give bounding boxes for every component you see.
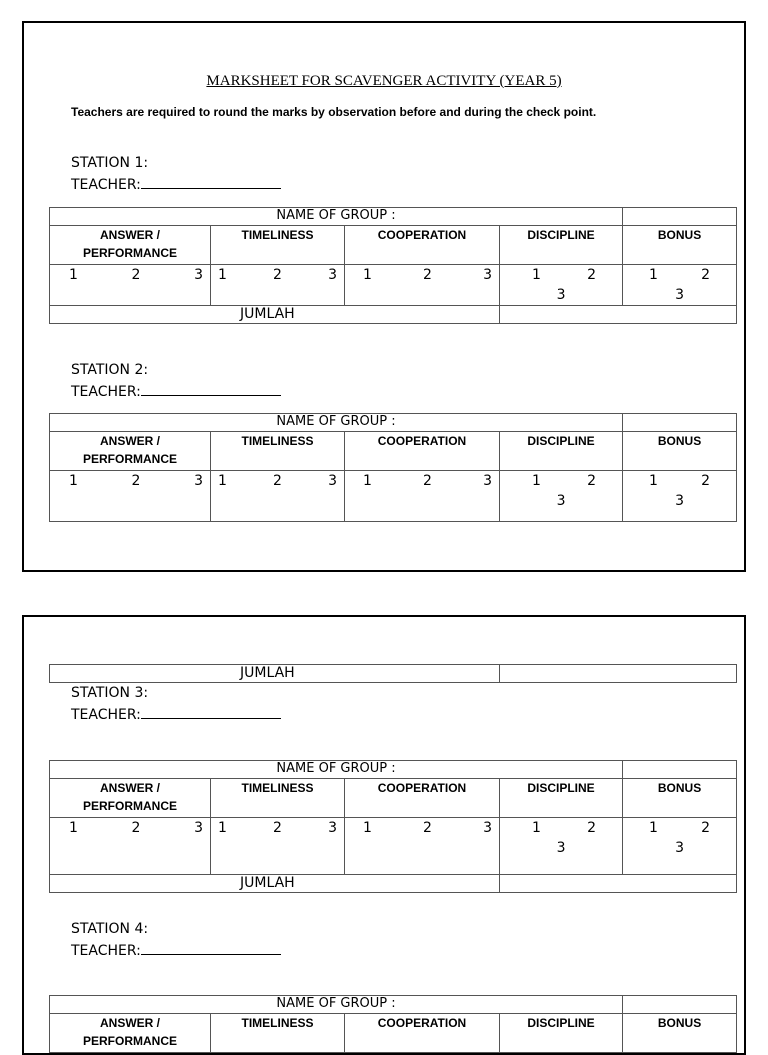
cooperation-marks: 1 2 3 [345, 818, 500, 875]
answer-marks: 1 2 3 [50, 818, 211, 875]
discipline-marks: 1 2 3 [500, 471, 623, 522]
column-header-cooperation: COOPERATION [345, 226, 500, 265]
marksheet-table-station-2 [49, 413, 737, 522]
column-header-bonus: BONUS [623, 432, 737, 471]
column-header-cooperation: COOPERATION [345, 432, 500, 471]
marksheet-table-station-1 [49, 207, 737, 324]
teacher-blank [141, 381, 281, 396]
bonus-marks: 1 2 3 [623, 265, 737, 306]
jumlah-row-carryover [49, 664, 737, 683]
timeliness-marks: 1 2 3 [211, 818, 345, 875]
teacher-label: TEACHER: [71, 384, 141, 400]
column-header-bonus: BONUS [623, 1014, 737, 1053]
column-header-timeliness: TIMELINESS [211, 226, 345, 265]
answer-marks: 1 2 3 [50, 471, 211, 522]
teacher-label: TEACHER: [71, 943, 141, 959]
page-1 [22, 21, 746, 572]
instruction-text: Teachers are required to round the marks by observation before and during the check point. [71, 105, 597, 119]
cooperation-marks: 1 2 3 [345, 265, 500, 306]
teacher-label: TEACHER: [71, 707, 141, 723]
column-header-bonus: BONUS [623, 226, 737, 265]
jumlah-total-blank [500, 875, 737, 893]
station-4-label: STATION 4: [71, 921, 149, 937]
column-header-cooperation: COOPERATION [345, 1014, 500, 1053]
column-header-discipline: DISCIPLINE [500, 432, 623, 471]
teacher-line [71, 704, 281, 726]
name-of-group-blank [623, 996, 737, 1014]
jumlah-label: JUMLAH [50, 665, 500, 683]
discipline-marks: 1 2 3 [500, 818, 623, 875]
jumlah-total-blank [500, 665, 737, 683]
answer-marks: 1 2 3 [50, 265, 211, 306]
marksheet-table-station-3 [49, 760, 737, 893]
teacher-line [71, 381, 281, 403]
jumlah-total-blank [500, 306, 737, 324]
column-header-discipline: DISCIPLINE [500, 226, 623, 265]
column-header-cooperation: COOPERATION [345, 779, 500, 818]
page-2 [22, 615, 746, 1055]
name-of-group-label: NAME OF GROUP : [50, 414, 623, 432]
marksheet-table-station-4 [49, 995, 737, 1053]
timeliness-marks: 1 2 3 [211, 265, 345, 306]
station-4-block [71, 919, 281, 962]
teacher-blank [141, 174, 281, 189]
name-of-group-label: NAME OF GROUP : [50, 761, 623, 779]
name-of-group-label: NAME OF GROUP : [50, 208, 623, 226]
cooperation-marks: 1 2 3 [345, 471, 500, 522]
name-of-group-label: NAME OF GROUP : [50, 996, 623, 1014]
column-header-answer: ANSWER / PERFORMANCE [50, 779, 211, 818]
column-header-bonus: BONUS [623, 779, 737, 818]
station-1-label: STATION 1: [71, 155, 149, 171]
discipline-marks: 1 2 3 [500, 265, 623, 306]
column-header-answer: ANSWER / PERFORMANCE [50, 432, 211, 471]
column-header-timeliness: TIMELINESS [211, 779, 345, 818]
column-header-answer: ANSWER / PERFORMANCE [50, 1014, 211, 1053]
jumlah-label: JUMLAH [50, 875, 500, 893]
jumlah-label: JUMLAH [50, 306, 500, 324]
column-header-timeliness: TIMELINESS [211, 432, 345, 471]
bonus-marks: 1 2 3 [623, 818, 737, 875]
station-3-label: STATION 3: [71, 685, 149, 701]
column-header-timeliness: TIMELINESS [211, 1014, 345, 1053]
name-of-group-blank [623, 414, 737, 432]
teacher-blank [141, 704, 281, 719]
bonus-marks: 1 2 3 [623, 471, 737, 522]
timeliness-marks: 1 2 3 [211, 471, 345, 522]
column-header-discipline: DISCIPLINE [500, 779, 623, 818]
name-of-group-blank [623, 761, 737, 779]
station-2-block [71, 360, 281, 403]
station-1-block [71, 153, 281, 196]
page-title: MARKSHEET FOR SCAVENGER ACTIVITY (YEAR 5) [206, 73, 562, 89]
teacher-line [71, 174, 281, 196]
station-3-block [71, 683, 281, 726]
name-of-group-blank [623, 208, 737, 226]
column-header-discipline: DISCIPLINE [500, 1014, 623, 1053]
teacher-line [71, 940, 281, 962]
column-header-answer: ANSWER / PERFORMANCE [50, 226, 211, 265]
teacher-label: TEACHER: [71, 177, 141, 193]
station-2-label: STATION 2: [71, 362, 149, 378]
teacher-blank [141, 940, 281, 955]
